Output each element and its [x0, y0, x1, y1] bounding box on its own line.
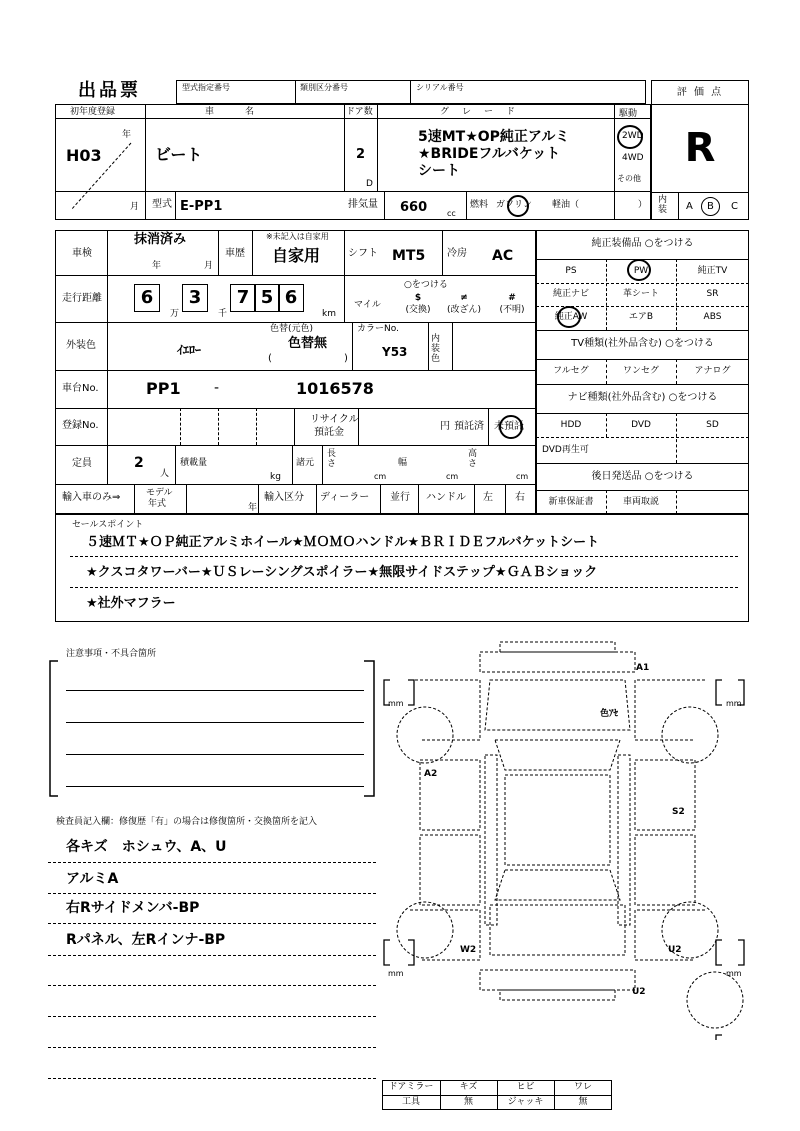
handle-label: ハンドル [426, 492, 466, 503]
fuel-diesel: 軽油（ [552, 200, 580, 210]
unknown-sym: # [508, 293, 516, 303]
later-manual: 車両取説 [622, 497, 659, 507]
ac-label: 冷房 [447, 248, 467, 259]
chassis-label: 車台No. [62, 383, 99, 394]
drive-2wd: 2WD [622, 131, 644, 141]
diagram-mm-1: mm [388, 699, 404, 708]
equip-aw-circle [557, 306, 581, 328]
mark-a1: A1 [636, 663, 650, 673]
mileage-digit-1: 6 [134, 284, 160, 312]
load-unit: kg [270, 472, 281, 482]
navi-dvd: DVD [631, 420, 651, 430]
legend-v3: ジャッキ [507, 1097, 544, 1107]
fuel-gasoline-circle [507, 195, 529, 217]
grade-line1: 5速MT★OP純正アルミ [418, 129, 570, 145]
note-line-1: 各キズ ホシュウ、A、U [66, 839, 227, 855]
legend-v2: 無 [463, 1097, 473, 1107]
sales-line1: ５速ＭＴ★ＯＰ純正アルミホイール★ＭＯＭＯハンドル★ＢＲＩＤＥフルバケットシート [86, 535, 600, 550]
interior-label: 内装 [658, 195, 668, 215]
equip-pw-circle [627, 259, 651, 281]
import-type-label: 輸入区分 [264, 492, 304, 503]
grade-label: グ レ ー ド [440, 107, 518, 117]
history-value: 自家用 [272, 246, 321, 265]
model-cert-label: 型式指定番号 [182, 83, 230, 92]
car-diagram [380, 640, 750, 1040]
defects-bracket [46, 656, 382, 806]
diagram-mm-2: mm [726, 699, 742, 708]
mileage-digit-3: 7 [230, 284, 256, 312]
equip-aw: 純正AW [554, 312, 588, 322]
width-label: 幅 [398, 458, 408, 468]
mileage-digit-5: 6 [278, 284, 304, 312]
doors-label: ドア数 [346, 107, 373, 117]
right-label: 右 [515, 492, 525, 503]
model-year-label-1: モデル [146, 488, 173, 498]
import-label: 輸入車のみ⇒ [62, 492, 121, 503]
recycle-paid: 預託済 [454, 421, 484, 432]
details-table [55, 230, 536, 514]
note-line-3: 右Rサイドメンバ-BP [66, 900, 200, 916]
model-value: E-PP1 [180, 199, 223, 214]
tv-oneseg: ワンセグ [622, 366, 659, 376]
year-unit: 年 [122, 130, 132, 140]
color-label: 外装色 [66, 340, 96, 351]
exchange-sym: $ [414, 293, 422, 303]
equip-leather: 革シート [622, 289, 659, 299]
color-no-value: Y53 [382, 345, 408, 359]
later-warranty: 新車保証書 [548, 497, 594, 507]
legend-v1: 工具 [401, 1097, 420, 1107]
capacity-label: 定員 [72, 458, 92, 469]
exchange-txt: (交換) [405, 305, 431, 315]
dims-label: 諸元 [296, 458, 315, 468]
displacement-label: 排気量 [348, 199, 378, 210]
mark-s2: S2 [672, 807, 685, 817]
equip-airbag: エアB [628, 312, 654, 322]
mark-u2-a: U2 [668, 945, 682, 955]
color-paren-close: ) [344, 353, 348, 364]
defects-label: 注意事項・不具合箇所 [66, 649, 157, 659]
interior-color-label: 内装色 [431, 334, 441, 364]
load-label: 積載量 [180, 458, 208, 468]
parallel: 並行 [390, 492, 410, 503]
tv-fullseg: フルセグ [553, 366, 589, 376]
interior-c: C [731, 201, 738, 212]
genuine-title: 純正装備品 ○をつける [591, 238, 694, 249]
car-name-label: 車 名 [205, 107, 256, 117]
history-label: 車歴 [225, 248, 245, 259]
model-label: 型式 [152, 199, 172, 210]
first-reg-value: H03 [66, 146, 102, 165]
legend-h2: キズ [459, 1082, 478, 1092]
navi-sd: SD [706, 420, 719, 430]
mile-label: マイル [354, 300, 381, 310]
color-paren-open: ( [268, 353, 272, 364]
drive-2wd-circle [617, 125, 643, 149]
inspection-value: 抹消済み [134, 232, 187, 247]
inspection-year: 年 [152, 261, 162, 271]
color-no-label: カラーNo. [357, 324, 399, 334]
mark-fade: 色ｱｾ [600, 709, 619, 719]
altered-txt: (改ざん) [446, 305, 482, 315]
displacement-unit: cc [447, 209, 456, 218]
capacity-unit: 人 [160, 469, 170, 479]
interior-a: A [686, 201, 693, 212]
fuel-label: 燃料 [470, 200, 489, 210]
recycle-unpaid: 未預託 [494, 421, 524, 432]
width-cm: cm [446, 472, 459, 481]
mileage-digit-2: 3 [182, 284, 208, 312]
recycle-yen: 円 [440, 421, 450, 432]
category-label: 類別区分番号 [300, 83, 348, 92]
navi-title: ナビ種類(社外品含む) ○をつける [567, 392, 718, 403]
header-id-box [176, 80, 646, 104]
mileage-digit-4: 5 [254, 284, 280, 312]
navi-hdd: HDD [560, 420, 582, 430]
legend-h1: ドアミラー [388, 1082, 434, 1092]
note-line-4: Rパネル、左Rインナ-BP [66, 932, 226, 948]
sales-line2: ★クスコタワーバー★ＵＳレーシングスポイラー★無限サイドステップ★ＧＡＢショック [86, 565, 598, 580]
unknown-txt: (不明) [499, 305, 525, 315]
later-title: 後日発送品 ○をつける [591, 471, 694, 482]
doors-suffix: D [366, 179, 373, 189]
rating-label: 評 価 点 [676, 87, 724, 98]
recycle-label-1: リサイクル [310, 414, 359, 425]
date-slash [66, 140, 136, 215]
mark-a2: A2 [424, 769, 438, 779]
color-changed-value: 色替無 [288, 336, 328, 351]
legend-v4: 無 [578, 1097, 588, 1107]
mileage-sen: 千 [218, 309, 228, 319]
diagram-mm-4: mm [726, 969, 742, 978]
legend-h3: ヒビ [516, 1082, 535, 1092]
inspection-month: 月 [204, 261, 214, 271]
equip-ps: PS [565, 266, 577, 276]
legend-h4: ワレ [573, 1082, 592, 1092]
fuel-gasoline: ガソリン [496, 200, 533, 210]
equip-navi: 純正ナビ [552, 289, 589, 299]
serial-label: シリアル番号 [416, 83, 464, 92]
altered-sym: ≠ [460, 293, 468, 303]
grade-line3: シート [418, 163, 460, 179]
regno-label: 登録No. [62, 420, 99, 431]
diagram-mm-3: mm [388, 969, 404, 978]
equip-sr: SR [706, 289, 719, 299]
length-label: 長さ [327, 449, 337, 469]
chassis-dash: - [214, 380, 220, 396]
mileage-km: km [322, 309, 336, 319]
recycle-unpaid-circle [499, 415, 523, 439]
left-label: 左 [483, 492, 493, 503]
shift-label: シフト [348, 248, 378, 259]
tv-analog: アナログ [694, 366, 731, 376]
month-unit: 月 [130, 202, 140, 212]
inspector-label: 検査員記入欄：修復歴「有」の場合は修復箇所・交換箇所を記入 [56, 817, 318, 827]
mileage-label: 走行距離 [62, 293, 102, 304]
drive-other: その他 [617, 174, 641, 183]
chassis-prefix: PP1 [146, 379, 181, 398]
sales-label: セールスポイント [72, 520, 144, 530]
drive-label: 駆動 [619, 109, 638, 119]
shift-value: MT5 [392, 248, 426, 264]
drive-4wd: 4WD [622, 153, 644, 163]
doors-value: 2 [356, 147, 366, 162]
equip-abs: ABS [703, 312, 722, 322]
chassis-number: 1016578 [296, 379, 374, 398]
tv-title: TV種類(社外品含む) ○をつける [571, 338, 714, 349]
mark-u2-b: U2 [632, 987, 646, 997]
sales-line3: ★社外マフラー [86, 596, 176, 611]
equip-tv: 純正TV [697, 266, 728, 276]
recycle-label-2: 預託金 [314, 427, 344, 438]
interior-b-circle [701, 197, 720, 216]
capacity-value: 2 [134, 455, 144, 471]
color-value: ｲｴﾛｰ [177, 343, 202, 357]
grade-line2: ★BRIDEフルバケット [418, 146, 561, 162]
note-line-2: アルミA [66, 871, 119, 887]
interior-b: B [707, 201, 714, 212]
dealer: ディーラー [320, 492, 370, 503]
mileage-mark-label: ○をつける [404, 280, 448, 290]
color-changed-label: 色替(元色) [270, 324, 314, 334]
ac-value: AC [492, 248, 514, 264]
length-cm: cm [374, 472, 387, 481]
dvd-label: DVD再生可 [542, 445, 589, 455]
car-name-value: ビート [155, 145, 203, 164]
rating-value: R [684, 125, 716, 171]
displacement-value: 660 [400, 200, 428, 215]
height-cm: cm [516, 472, 529, 481]
mileage-man: 万 [170, 309, 180, 319]
model-year-unit: 年 [248, 503, 258, 513]
mark-w2: W2 [460, 945, 477, 955]
first-reg-label: 初年度登録 [70, 107, 116, 117]
history-note: ※未記入は自家用 [266, 232, 329, 241]
equip-pw: PW [633, 266, 649, 276]
page-title: 出品票 [78, 80, 141, 101]
model-year-label-2: 年式 [148, 499, 167, 509]
fuel-close: ） [638, 200, 648, 210]
height-label: 高さ [468, 449, 478, 469]
inspection-label: 車検 [72, 248, 92, 259]
